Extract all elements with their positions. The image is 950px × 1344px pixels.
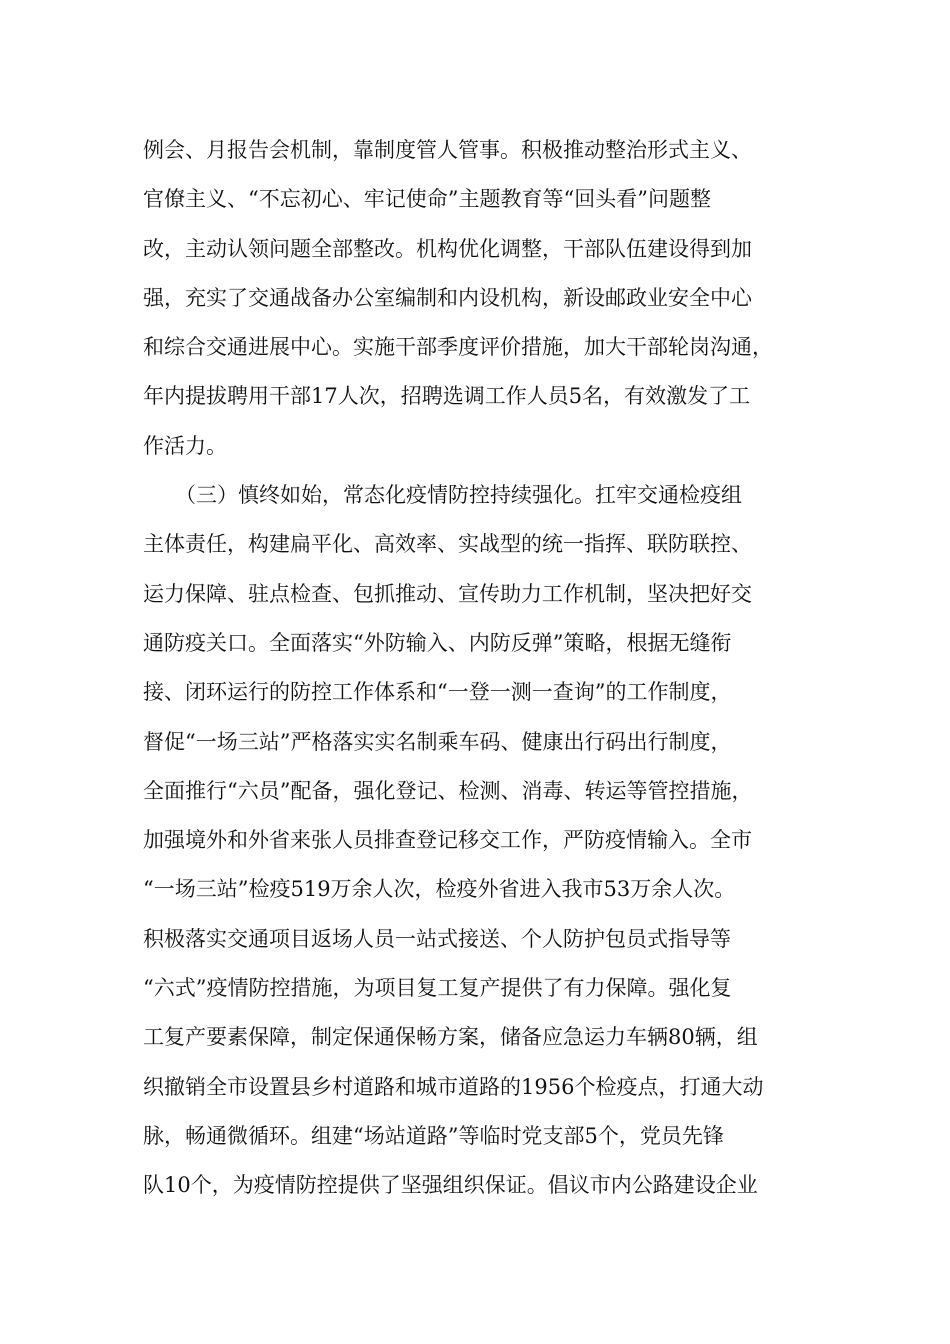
text-line: 工复产要素保障，制定保通保畅方案，储备应急运力车辆80辆，组	[143, 1025, 758, 1050]
text-line: 改，主动认领问题全部整改。机构优化调整，干部队伍建设得到加	[143, 236, 752, 261]
text-line: “一场三站”检疫519万余人次，检疫外省进入我市53万余人次。	[143, 877, 736, 902]
text-line: 队10个，为疫情防控提供了坚强组织保证。倡议市内公路建设企业	[143, 1173, 758, 1198]
body-text	[143, 126, 823, 1211]
text-line: 运力保障、驻点检查、包抓推动、宣传助力工作机制，坚决把好交	[143, 581, 752, 606]
text-line: 例会、月报告会机制，靠制度管人管事。积极推动整治形式主义、	[143, 138, 752, 162]
text-line: 通防疫关口。全面落实“外防输入、内防反弹”策略，根据无缝衔	[143, 630, 732, 655]
text-line: 接、闭环运行的防控工作体系和“一登一测一查询”的工作制度，	[143, 680, 732, 705]
text-line: 脉，畅通微循环。组建“场站道路”等临时党支部5个，党员先锋	[143, 1123, 724, 1148]
text-line: 织撤销全市设置县乡村道路和城市道路的1956个检疫点，打通大动	[143, 1074, 764, 1099]
text-line: 主体责任，构建扁平化、高效率、实战型的统一指挥、联防联控、	[143, 532, 752, 557]
section-heading-line: （三）慎终如始，常态化疫情防控持续强化。扛牢交通检疫组	[175, 483, 742, 508]
text-line: 年内提拔聘用干部17人次，招聘选调工作人员5名，有效激发了工	[143, 384, 751, 409]
text-line: 全面推行“六员”配备，强化登记、检测、消毒、转运等管控措施，	[143, 778, 753, 803]
text-line: 官僚主义、“不忘初心、牢记使命”主题教育等“回头看”问题整	[143, 187, 711, 212]
text-line: 督促“一场三站”严格落实实名制乘车码、健康出行码出行制度，	[143, 729, 732, 754]
text-line: 强，充实了交通战备办公室编制和内设机构，新设邮政业安全中心	[143, 285, 752, 310]
text-line: “六式”疫情防控措施，为项目复工复产提供了有力保障。强化复	[143, 976, 732, 1001]
text-line: 和综合交通进展中心。实施干部季度评价措施，加大干部轮岗沟通，	[143, 335, 773, 360]
text-line: 加强境外和外省来张人员排查登记移交工作，严防疫情输入。全市	[143, 828, 752, 853]
text-line: 积极落实交通项目返场人员一站式接送、个人防护包员式指导等	[143, 926, 731, 951]
text-line: 作活力。	[143, 433, 227, 458]
